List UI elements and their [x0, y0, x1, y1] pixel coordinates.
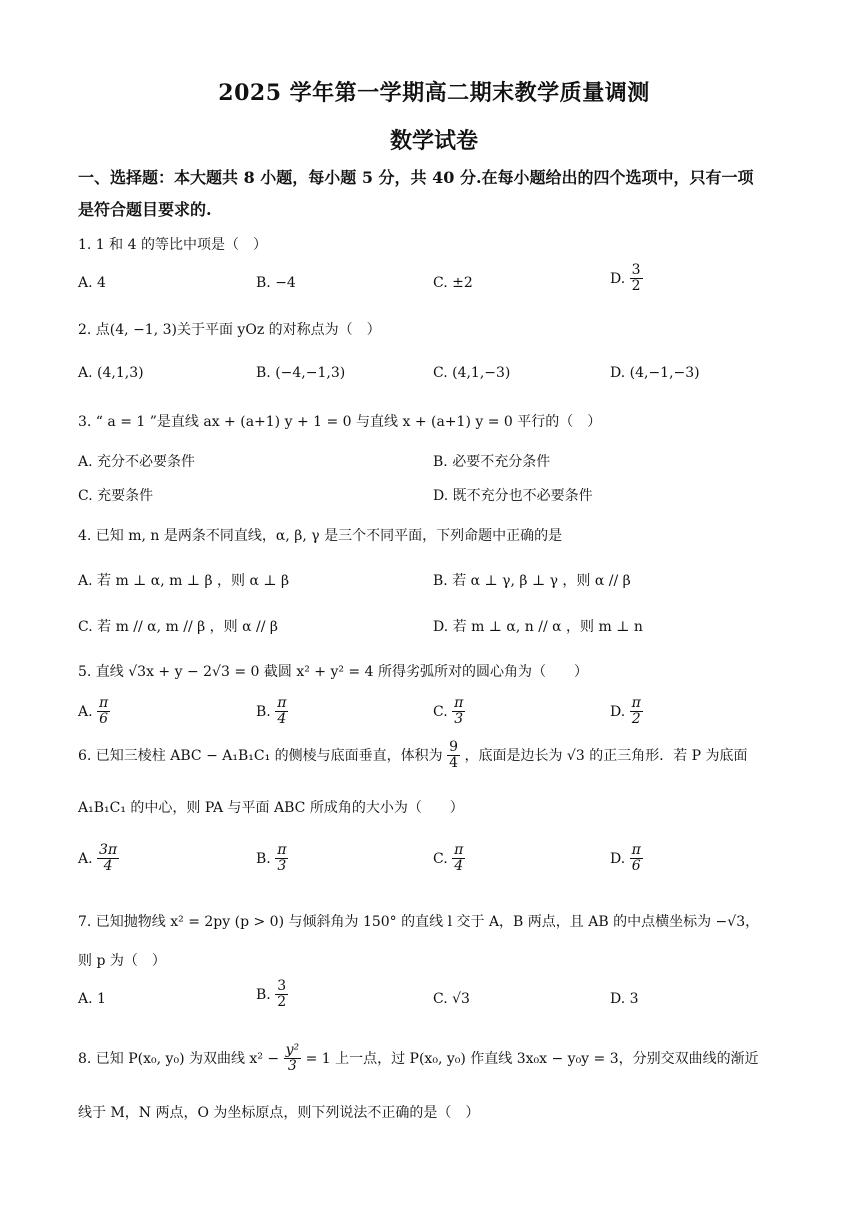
option-label: D. [610, 270, 626, 287]
question-5-option-c [433, 696, 465, 728]
option-label: D. [610, 703, 626, 720]
fraction-denominator: 6 [631, 858, 641, 875]
option-label: A. [78, 703, 93, 720]
question-5-option-a [78, 696, 110, 728]
section-heading-line2: 是符合题目要求的. [78, 200, 212, 219]
question-8-stem-part2: = 1 上一点，过 P(x₀, y₀) 作直线 3x₀x − y₀y = 3，分别交双曲线的渐近 [305, 1050, 759, 1067]
question-4-option-a: A. 若 m ⊥ α, m ⊥ β ，则 α ⊥ β [78, 573, 290, 589]
fraction-denominator: 2 [277, 994, 287, 1011]
question-5-option-b [256, 696, 288, 728]
question-3-option-d: D. 既不充分也不必要条件 [433, 488, 593, 504]
fraction-denominator: 3 [454, 711, 464, 728]
question-1-stem: 1. 1 和 4 的等比中项是（ ） [78, 237, 267, 253]
fraction-denominator: 4 [449, 755, 459, 772]
question-6-stem-part1: 6. 已知三棱柱 ABC − A₁B₁C₁ 的侧棱与底面垂直，体积为 [78, 747, 443, 764]
question-7-option-b [256, 979, 288, 1011]
option-label: B. [256, 986, 271, 1003]
question-7-stem-line2: 则 p 为（ ） [78, 953, 166, 969]
question-6-stem-line2: A₁B₁C₁ 的中心，则 PA 与平面 ABC 所成角的大小为（ ） [78, 800, 464, 816]
question-6-stem [78, 740, 748, 772]
fraction-denominator: 4 [277, 711, 287, 728]
fraction-numerator: π [99, 695, 109, 711]
question-3-option-a: A. 充分不必要条件 [78, 454, 196, 470]
question-1-option-a: A. 4 [78, 275, 106, 291]
question-8-stem [78, 1043, 759, 1075]
question-6-option-d [610, 843, 643, 875]
fraction-denominator: 4 [103, 858, 113, 875]
question-2-option-c: C. (4,1,−3) [433, 365, 511, 381]
question-1-option-d [610, 263, 643, 295]
question-4-stem: 4. 已知 m, n 是两条不同直线，α, β, γ 是三个不同平面，下列命题中正确的是 [78, 528, 563, 544]
option-label: B. [256, 850, 271, 867]
question-2-option-a: A. (4,1,3) [78, 365, 144, 381]
question-5-stem: 5. 直线 √3x + y − 2√3 = 0 截圆 x² + y² = 4 所得劣弧所对的圆心角为（ ） [78, 664, 588, 680]
exam-subtitle: 数学试卷 [389, 128, 478, 154]
question-8-stem-line2: 线于 M，N 两点，O 为坐标原点，则下列说法不正确的是（ ） [78, 1105, 480, 1121]
section-heading-line1: 一、选择题：本大题共 8 小题，每小题 5 分，共 40 分.在每小题给出的四个选项中，只有一项 [78, 168, 754, 187]
fraction-numerator: 3π [99, 842, 118, 858]
option-label: D. [610, 850, 626, 867]
fraction-numerator: 3 [631, 262, 641, 278]
fraction-numerator: π [277, 695, 287, 711]
fraction-denominator: 2 [631, 711, 641, 728]
question-6-stem-part2: ，底面是边长为 √3 的正三角形．若 P 为底面 [464, 747, 748, 764]
question-6-option-b [256, 843, 288, 875]
question-7-option-a: A. 1 [78, 991, 106, 1007]
option-label: B. [256, 703, 271, 720]
fraction-numerator: π [277, 842, 287, 858]
option-label: C. [433, 703, 448, 720]
question-7-stem: 7. 已知抛物线 x² = 2py (p > 0) 与倾斜角为 150° 的直线 l 交于 A，B 两点，且 AB 的中点横坐标为 −√3， [78, 914, 760, 930]
question-7-option-c: C. √3 [433, 991, 470, 1007]
question-7-option-d: D. 3 [610, 991, 639, 1007]
question-4-option-c: C. 若 m // α, m // β ，则 α // β [78, 619, 279, 635]
fraction-numerator: π [454, 842, 464, 858]
question-3-option-c: C. 充要条件 [78, 488, 154, 504]
question-3-option-b: B. 必要不充分条件 [433, 454, 551, 470]
fraction-denominator: 3 [277, 858, 287, 875]
fraction-denominator: 3 [287, 1058, 297, 1075]
fraction-numerator: π [631, 695, 641, 711]
question-8-stem-part1: 8. 已知 P(x₀, y₀) 为双曲线 x² − [78, 1050, 280, 1067]
question-2-option-b: B. (−4,−1,3) [256, 365, 346, 381]
question-5-option-d [610, 696, 643, 728]
fraction-numerator: π [454, 695, 464, 711]
question-6-option-a [78, 843, 119, 875]
fraction-denominator: 4 [454, 858, 464, 875]
fraction-numerator: 3 [277, 978, 287, 994]
fraction-numerator: y² [285, 1042, 300, 1058]
question-2-option-d: D. (4,−1,−3) [610, 365, 700, 381]
question-4-option-b: B. 若 α ⊥ γ, β ⊥ γ ，则 α // β [433, 573, 631, 589]
question-4-option-d: D. 若 m ⊥ α, n // α ，则 m ⊥ n [433, 619, 643, 635]
exam-title: 2025 学年第一学期高二期末教学质量调测 [218, 80, 650, 106]
question-2-stem: 2. 点(4, −1, 3)关于平面 yOz 的对称点为（ ） [78, 322, 381, 338]
fraction-numerator: 9 [449, 739, 459, 755]
option-label: C. [433, 850, 448, 867]
question-6-option-c [433, 843, 465, 875]
option-label: A. [78, 850, 93, 867]
fraction-numerator: π [631, 842, 641, 858]
question-1-option-b: B. −4 [256, 275, 296, 291]
fraction-denominator: 6 [99, 711, 109, 728]
fraction-denominator: 2 [631, 278, 641, 295]
question-1-option-c: C. ±2 [433, 275, 473, 291]
section-heading [78, 162, 798, 226]
question-3-stem: 3. “ a = 1 ”是直线 ax + (a+1) y + 1 = 0 与直线 x + (a+1) y = 0 平行的（ ） [78, 414, 602, 430]
